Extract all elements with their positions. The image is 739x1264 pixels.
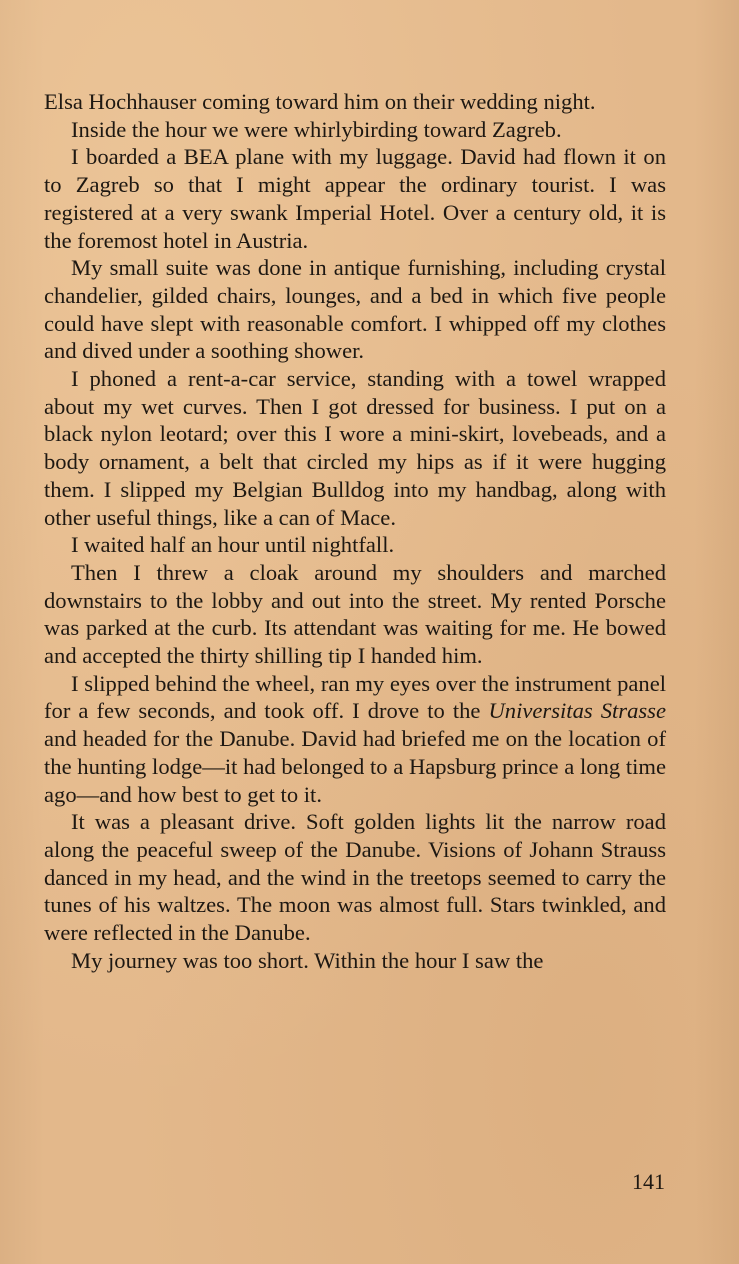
paragraph-3: I boarded a BEA plane with my luggage. David had flown it on to Zagreb so that I might appear the ordinary tourist. I was registered at a very swank Imperial Hotel. Over a century old, it is the foremost hotel in Austria. [44,144,666,253]
paragraph-8 [44,670,666,809]
paragraph-2: Inside the hour we were whirlybirding toward Zagreb. [71,116,562,142]
paragraph-9: It was a pleasant drive. Soft golden lights lit the narrow road along the peaceful sweep of the Danube. Visions of Johann Strauss danced in my head, and the wind in the treetops seemed to carry the tunes of his waltzes. The moon was almost full. Stars twinkled, and were reflected in the Danube. [44,809,666,946]
paragraph-8-start: I slipped behind the wheel, ran my eyes over the instrument panel for a few seconds, and took off. I drove to the [44,670,666,724]
body-text [44,88,666,975]
paragraph-8-end: and headed for the Danube. David had briefed me on the location of the hunting lodge—it had belonged to a Hapsburg prince a long time ago—and how best to get to it. [44,726,666,807]
page-number: 141 [632,1169,665,1194]
paragraph-6: I waited half an hour until nightfall. [71,532,395,558]
paragraph-1: Elsa Hochhauser coming toward him on their wedding night. [44,89,596,114]
paragraph-5: I phoned a rent-a-car service, standing with a towel wrapped about my wet curves. Then I got dressed for business. I put on a black nylon leotard; over this I wore a mini-skirt, lovebeads, and a body ornament, a belt that circled my hips as if it were hugging them. I slipped my Belgian Bulldog into my handbag, along with other useful things, like a can of Mace. [44,366,666,530]
paragraph-7: Then I threw a cloak around my shoulders and marched downstairs to the lobby and out into the street. My rented Porsche was parked at the curb. Its attendant was waiting for me. He bowed and accepted the thirty shilling tip I handed him. [44,559,666,669]
book-page [44,88,666,1188]
paragraph-10: My journey was too short. Within the hour I saw the [71,947,544,973]
paragraph-4: My small suite was done in antique furnishing, including crystal chandelier, gilded chairs, lounges, and a bed in which five people could have slept with reasonable comfort. I whipped off my clothes and dived under a soothing shower. [44,255,666,364]
street-name-italic: Universitas Strasse [488,698,666,724]
